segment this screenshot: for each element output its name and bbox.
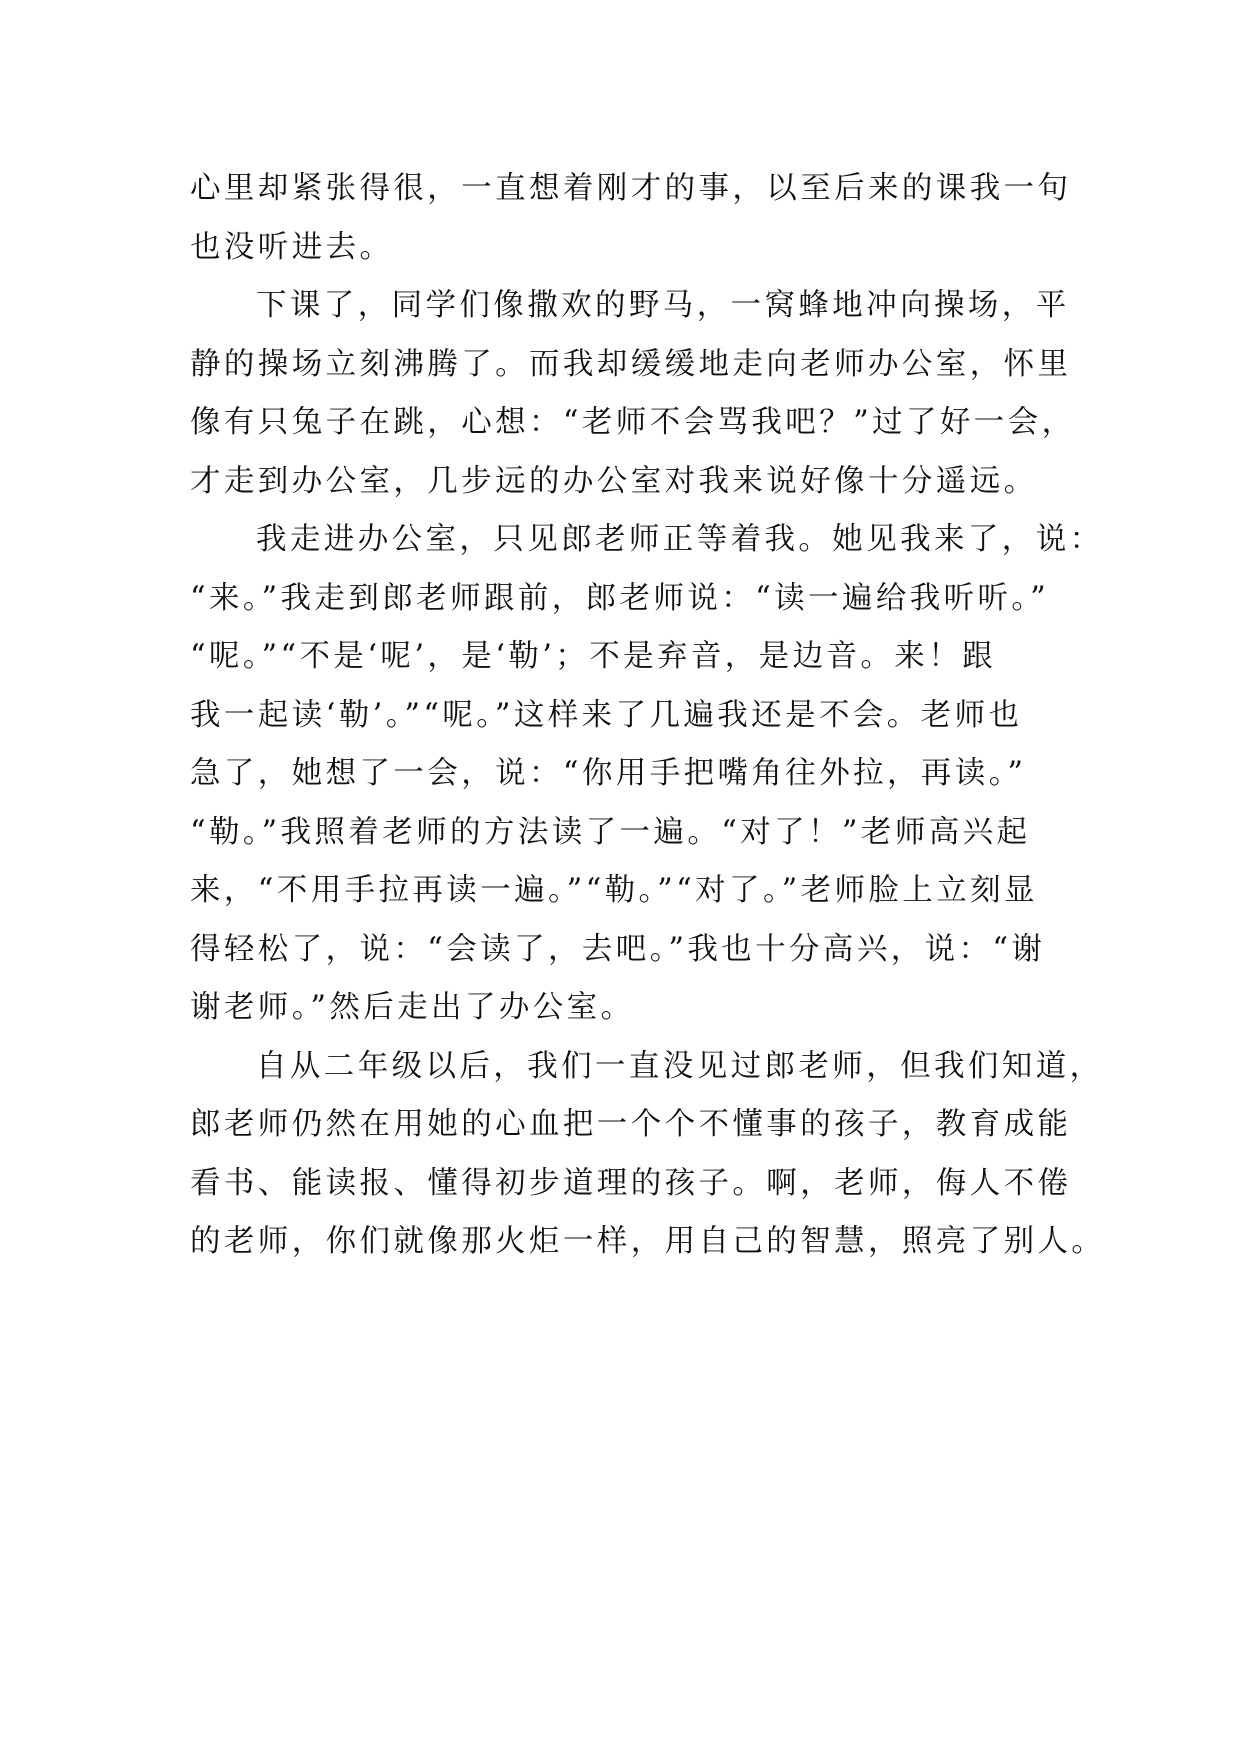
text-line: 谢老师。”然后走出了办公室。 (190, 990, 635, 1025)
text-line: 心里却紧张得很，一直想着刚才的事，以至后来的课我一句 (190, 171, 1072, 206)
text-line: 得轻松了，说：“会读了，去吧。”我也十分高兴，说：“谢 (190, 931, 1046, 967)
text-line: 急了，她想了一会，说：“你用手把嘴角往外拉，再读。” (190, 756, 1027, 791)
text-line: 来，“不用手拉再读一遍。”“勒。”“对了。”老师脸上立刻显 (190, 873, 1038, 908)
text-line: 像有只兔子在跳，心想：“老师不会骂我吧？”过了好一会， (190, 405, 1076, 440)
text-line: 郎老师仍然在用她的心血把一个个不懂事的孩子，教育成能 (190, 1107, 1072, 1142)
text-line: “勒。”我照着老师的方法读了一遍。“对了！”老师高兴起 (190, 814, 1031, 850)
essay-body (190, 160, 1106, 1272)
text-line: 看书、能读报、懂得初步道理的孩子。啊，老师，侮人不倦 (190, 1165, 1072, 1201)
text-line: 的老师，你们就像那火炬一样，用自己的智慧，照亮了别人。 (190, 1224, 1106, 1259)
text-line: 我一起读‘勒’。”“呢。”这样来了几遍我还是不会。老师也 (190, 697, 1023, 733)
paragraph-start-line: 我走进办公室，只见郎老师正等着我。她见我来了，说： (256, 522, 1104, 557)
paragraph-start-line: 下课了，同学们像撒欢的野马，一窝蜂地冲向操场，平 (256, 288, 1070, 323)
text-line: “来。”我走到郎老师跟前，郎老师说：“读一遍给我听听。” (190, 580, 1050, 616)
text-line: 静的操场立刻沸腾了。而我却缓缓地走向老师办公室，怀里 (190, 346, 1072, 382)
text-line: 也没听进去。 (190, 229, 394, 265)
text-line: 才走到办公室，几步远的办公室对我来说好像十分遥远。 (190, 463, 1038, 499)
text-line: “呢。”“不是‘呢’，是‘勒’；不是弃音，是边音。来！跟 (190, 639, 997, 674)
paragraph-start-line: 自从二年级以后，我们一直没见过郎老师，但我们知道， (256, 1048, 1104, 1084)
